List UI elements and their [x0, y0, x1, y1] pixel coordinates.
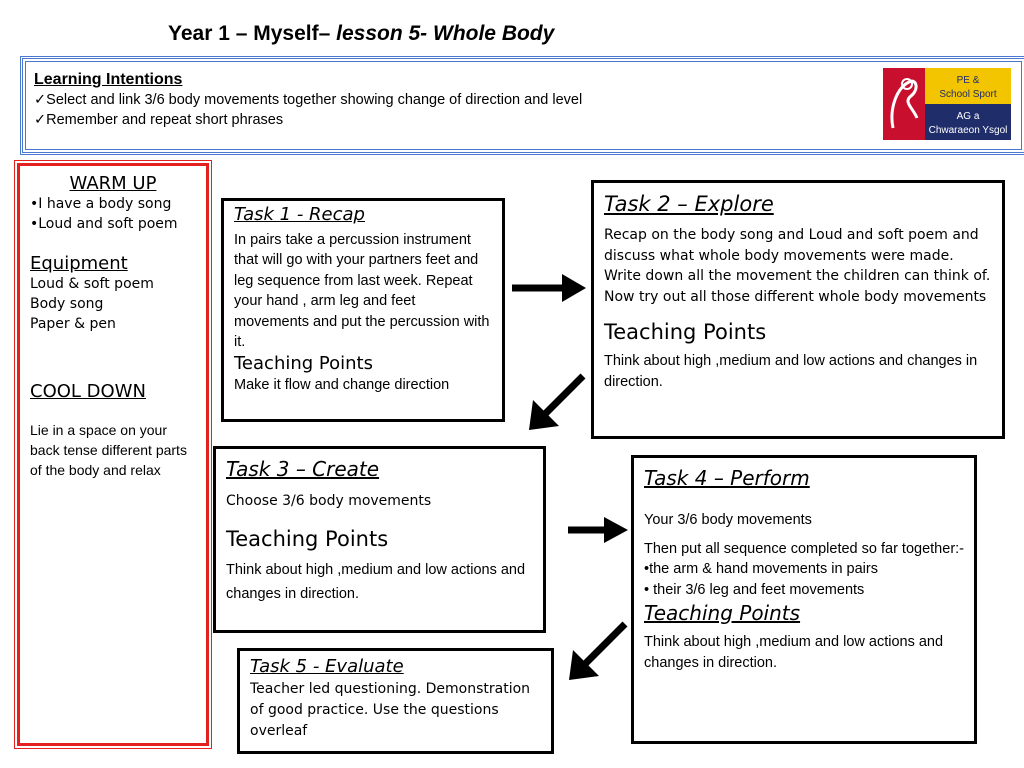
task-5-body: Teacher led questioning. Demonstration of good practice. Use the questions overleaf [250, 681, 531, 739]
logo-line-3: AG a [956, 111, 980, 122]
learning-intentions-heading: Learning Intentions [34, 71, 183, 88]
arrow-down-left-icon [527, 372, 587, 432]
task-4-bullet-1: •the arm & hand movements in pairs [644, 561, 878, 577]
task-2-heading: Task 2 – Explore [604, 192, 774, 216]
task-4-line-1: Your 3/6 body movements [644, 512, 812, 528]
intention-item-2: ✓Remember and repeat short phrases [34, 112, 284, 128]
equipment-item-2: Body song [30, 296, 104, 312]
equipment-heading: Equipment [30, 253, 128, 274]
pe-school-sport-logo [883, 68, 1011, 140]
task-3-box [213, 446, 546, 633]
cooldown-text: Lie in a space on your back tense different parts of the body and relax [30, 422, 187, 478]
task-3-tp-text: Think about high ,medium and low actions and changes in direction. [226, 561, 526, 602]
learning-intentions-panel [22, 58, 1024, 153]
arrow-right-icon [510, 268, 586, 308]
task-5-heading: Task 5 - Evaluate [250, 656, 404, 677]
equipment-item-1: Loud & soft poem [30, 276, 154, 292]
title-italic: lesson 5- Whole Body [336, 22, 555, 45]
task-4-box [631, 455, 977, 744]
page-title [168, 22, 554, 46]
task-3-tp-heading: Teaching Points [226, 526, 389, 551]
task-4-line-2: Then put all sequence completed so far together:- [644, 540, 964, 557]
logo-line-2: School Sport [939, 89, 997, 100]
warmup-side-panel [17, 163, 209, 746]
task-2-body: Recap on the body song and Loud and soft poem and discuss what whole body movements were made. Write down all the movement the children can think of. Now try out all those different whole body movements [604, 227, 991, 305]
task-1-heading: Task 1 - Recap [234, 204, 365, 225]
warmup-item-1: •I have a body song [30, 196, 172, 212]
task-3-body: Choose 3/6 body movements [226, 493, 432, 509]
arrow-right-icon-2 [566, 512, 628, 548]
task-4-tp-heading: Teaching Points [644, 601, 801, 625]
warmup-heading: WARM UP [69, 173, 157, 194]
logo-line-4: Chwaraeon Ysgol [928, 125, 1008, 136]
task-4-heading: Task 4 – Perform [644, 466, 810, 490]
task-2-tp-text: Think about high ,medium and low actions and changes in direction. [604, 353, 978, 390]
task-5-box [237, 648, 554, 754]
task-3-heading: Task 3 – Create [226, 457, 380, 481]
task-4-bullet-2: • their 3/6 leg and feet movements [644, 581, 865, 598]
arrow-down-left-icon-2 [567, 620, 629, 682]
equipment-item-3: Paper & pen [30, 316, 116, 332]
task-1-tp-text: Make it flow and change direction [234, 376, 450, 393]
logo-line-1: PE & [956, 75, 980, 86]
intention-item-1: ✓Select and link 3/6 body movements together showing change of direction and level [34, 92, 583, 108]
cooldown-heading: COOL DOWN [30, 381, 146, 402]
task-4-tp-text: Think about high ,medium and low actions and changes in direction. [644, 634, 944, 671]
task-1-box [221, 198, 505, 422]
task-1-body: In pairs take a percussion instrument that will go with your partners feet and leg sequence from last week. Repeat your hand , arm leg and feet movements and put the percussion with it. [234, 231, 490, 350]
task-2-box [591, 180, 1005, 439]
warmup-item-2: •Loud and soft poem [30, 216, 178, 232]
task-2-tp-heading: Teaching Points [604, 320, 767, 344]
task-1-tp-heading: Teaching Points [234, 352, 373, 374]
title-main: Year 1 – Myself– [168, 22, 337, 45]
